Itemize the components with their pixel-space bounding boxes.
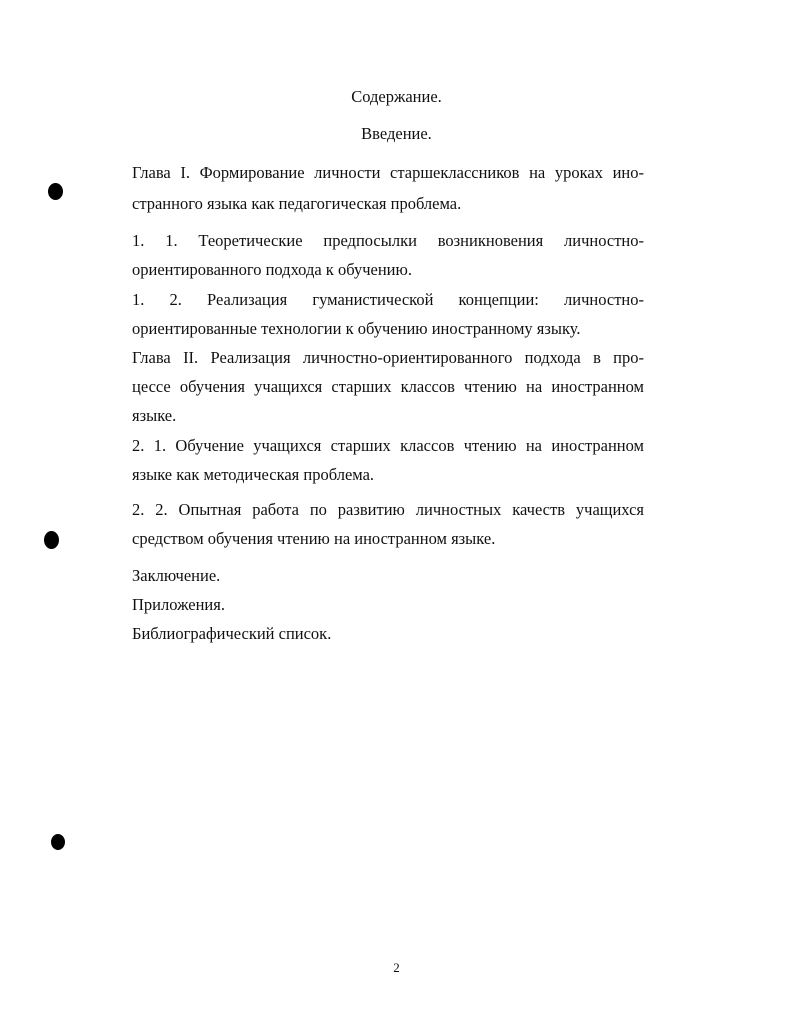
toc-line: 1. 1. Теоретические предпосылки возникновения личностно- bbox=[132, 231, 644, 250]
toc-line: 1. 2. Реализация гуманистической концепции: личностно- bbox=[132, 290, 644, 309]
toc-line: ориентированного подхода к обучению. bbox=[132, 260, 412, 279]
toc-line: языке как методическая проблема. bbox=[132, 465, 375, 484]
page-number: 2 bbox=[393, 960, 400, 975]
toc-line: Заключение. bbox=[132, 566, 221, 585]
toc-line: Библиографический список. bbox=[132, 624, 332, 643]
toc-line: Глава I. Формирование личности старшеклассников на уроках ино- bbox=[132, 163, 644, 182]
punch-hole-middle bbox=[44, 531, 59, 549]
toc-line: 2. 1. Обучение учащихся старших классов чтению на иностранном bbox=[132, 436, 644, 455]
toc-line: Приложения. bbox=[132, 595, 225, 614]
toc-line: ориентированные технологии к обучению иностранному языку. bbox=[132, 319, 581, 338]
punch-hole-bottom bbox=[51, 834, 65, 850]
toc-line: 2. 2. Опытная работа по развитию личностных качеств учащихся bbox=[132, 500, 644, 519]
toc-line: цессе обучения учащихся старших классов чтению на иностранном bbox=[132, 377, 644, 396]
toc-line: языке. bbox=[132, 406, 177, 425]
toc-line: Глава II. Реализация личностно-ориентированного подхода в про- bbox=[132, 348, 644, 367]
page-title: Содержание. bbox=[351, 87, 442, 106]
toc-line: средством обучения чтению на иностранном языке. bbox=[132, 529, 496, 548]
intro-heading: Введение. bbox=[361, 124, 432, 143]
punch-hole-top bbox=[48, 183, 63, 200]
toc-line: странного языка как педагогическая проблема. bbox=[132, 194, 462, 213]
